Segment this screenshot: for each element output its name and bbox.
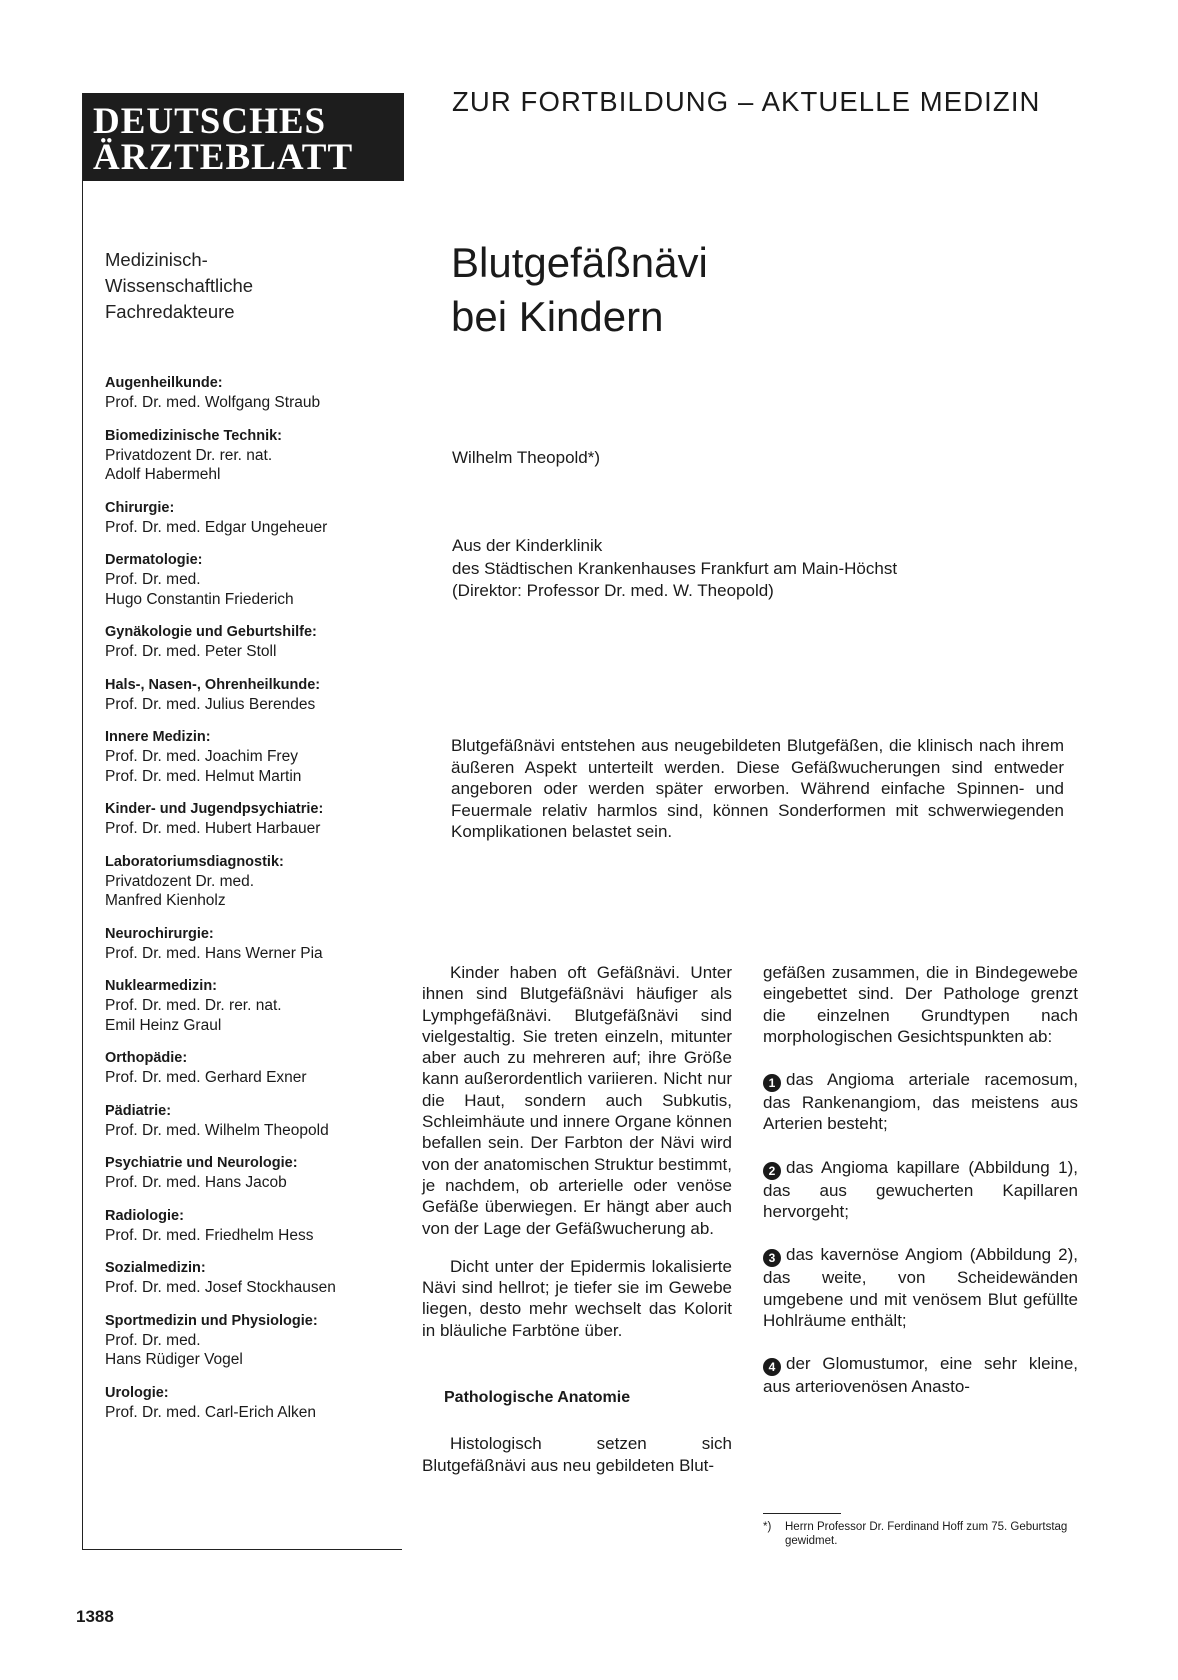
editor-entry <box>105 623 395 662</box>
body-paragraph: Dicht unter der Epidermis lokalisierte Nävi sind hellrot; je tiefer sie im Gewebe liegen, desto mehr wechselt das Kolorit in bläuliche Farbtöne über. <box>422 1256 732 1340</box>
editor-field: Augenheilkunde: <box>105 375 223 391</box>
numbered-bullet: 2 <box>763 1162 781 1180</box>
body-column-2 <box>763 962 1078 1398</box>
editor-entry <box>105 499 395 538</box>
editor-name: Prof. Dr. med. Hans Werner Pia <box>105 944 323 962</box>
affiliation <box>452 535 897 603</box>
editor-name: Prof. Dr. med. Hans Jacob <box>105 1174 287 1191</box>
editor-sidebar <box>82 93 402 1550</box>
editor-entry <box>105 1154 395 1193</box>
editor-entry <box>105 1312 395 1370</box>
editor-entry <box>105 1207 395 1246</box>
editor-name: Prof. Dr. med. Julius Berendes <box>105 695 316 713</box>
editor-entry <box>105 925 395 964</box>
editor-entry <box>105 977 395 1035</box>
editor-field: Dermatologie: <box>105 552 203 568</box>
abstract: Blutgefäßnävi entstehen aus neugebildeten Blutgefäßen, die klinisch nach ihrem äußeren Aspekt unterteilt werden. Diese Gefäßwucherungen sind entweder angeboren oder werden später erworben. Während einfache Spinnen- und Feuermale relativ harmlos sind, können Sonderformen mit schwerwiegenden Komplikationen belastet sein. <box>451 736 1064 841</box>
editor-name: Prof. Dr. med. <box>105 1331 201 1349</box>
editor-field: Orthopädie: <box>105 1050 188 1066</box>
article-title-line-1: Blutgefäßnävi <box>451 239 708 286</box>
type-list-text: der Glomustumor, eine sehr kleine, aus arteriovenösen Anasto- <box>763 1354 1078 1397</box>
affiliation-line: des Städtischen Krankenhauses Frankfurt am Main-Höchst <box>452 558 898 578</box>
editor-name: Prof. Dr. med. Gerhard Exner <box>105 1069 307 1086</box>
type-list-item <box>763 1069 1078 1135</box>
editor-entry <box>105 551 395 609</box>
masthead-line-2: ÄRZTEBLATT <box>93 137 354 178</box>
editor-name: Manfred Kienholz <box>105 892 226 909</box>
editor-name: Prof. Dr. med. Hubert Harbauer <box>105 820 321 837</box>
masthead-line-1: DEUTSCHES <box>93 101 327 142</box>
editor-name: Adolf Habermehl <box>105 466 221 483</box>
editor-field: Radiologie: <box>105 1207 184 1224</box>
numbered-bullet: 1 <box>763 1074 781 1092</box>
editor-name: Prof. Dr. med. Wolfgang Straub <box>105 394 321 411</box>
editor-name: Prof. Dr. med. Dr. rer. nat. <box>105 997 282 1014</box>
editor-entry <box>105 374 395 413</box>
editor-name: Emil Heinz Graul <box>105 1016 222 1034</box>
editor-entry <box>105 728 395 786</box>
type-list-item <box>763 1244 1078 1331</box>
affiliation-line: (Direktor: Professor Dr. med. W. Theopold) <box>452 581 774 600</box>
editor-name: Prof. Dr. med. Peter Stoll <box>105 643 277 660</box>
editor-name: Privatdozent Dr. rer. nat. <box>105 446 273 464</box>
editors-heading-line: Medizinisch- <box>105 249 208 270</box>
editor-field: Biomedizinische Technik: <box>105 427 282 444</box>
editor-entry <box>105 853 395 911</box>
editor-entry <box>105 676 395 715</box>
body-paragraph: gefäßen zusammen, die in Bindegewebe eingebettet sind. Der Pathologe grenzt die einzelnen Grundtypen nach morphologischen Gesichtspunkten ab: <box>763 963 1078 1046</box>
footnote-rule <box>763 1513 841 1514</box>
editor-entry <box>105 1259 395 1298</box>
editor-field: Sportmedizin und Physiologie: <box>105 1312 318 1329</box>
author: Wilhelm Theopold*) <box>452 448 601 467</box>
editor-entry <box>105 427 395 485</box>
numbered-bullet: 4 <box>763 1358 781 1376</box>
editor-field: Laboratoriumsdiagnostik: <box>105 853 284 870</box>
section-title: ZUR FORTBILDUNG – AKTUELLE MEDIZIN <box>452 86 1041 117</box>
editors-heading <box>105 247 385 325</box>
editor-field: Neurochirurgie: <box>105 925 214 942</box>
article-title-line-2: bei Kindern <box>451 293 664 340</box>
editor-name: Prof. Dr. med. Josef Stockhausen <box>105 1279 336 1296</box>
type-list-item <box>763 1353 1078 1397</box>
type-list-text: das kavernöse Angiom (Abbildung 2), das weite, von Scheidewänden umgebene und mit venösem Blut gefüllte Hohlräume enthält; <box>763 1245 1078 1330</box>
editor-entry <box>105 1384 395 1423</box>
editor-name: Prof. Dr. med. Friedhelm Hess <box>105 1226 314 1244</box>
editor-field: Chirurgie: <box>105 499 175 516</box>
editor-field: Urologie: <box>105 1384 169 1401</box>
editor-entry <box>105 800 395 839</box>
editor-field: Innere Medizin: <box>105 729 211 745</box>
editor-name: Hugo Constantin Friederich <box>105 590 294 608</box>
footnote-mark: *) <box>763 1521 772 1533</box>
body-paragraph: Kinder haben oft Gefäßnävi. Unter ihnen sind Blutgefäßnävi häufiger als Lymphgefäßnävi. Blutgefäßnävi sind vielgestaltig. Sie treten einzeln, mitunter aber auch zu mehreren auf; ihre Größe kann außerordentlich variieren. Nicht nur die Haut, sondern auch Subkutis, Schleimhäute und innere Organe können befallen sein. Der Farbton der Nävi wird von der anatomischen Struktur bestimmt, je nachdem, ob arterielle oder venöse Gefäße überwiegen. Er hängt aber auch von der Lage der Gefäßwucherung ab. <box>422 963 732 1238</box>
editor-name: Prof. Dr. med. <box>105 571 201 588</box>
page-number: 1388 <box>76 1607 114 1626</box>
editor-field: Psychiatrie und Neurologie: <box>105 1155 298 1171</box>
journal-masthead <box>83 93 404 181</box>
editor-field: Sozialmedizin: <box>105 1260 206 1276</box>
footnote <box>763 1520 1083 1548</box>
affiliation-line: Aus der Kinderklinik <box>452 536 603 555</box>
editor-entry <box>105 1102 395 1141</box>
editor-name: Prof. Dr. med. Joachim Frey <box>105 748 298 765</box>
editor-field: Gynäkologie und Geburtshilfe: <box>105 624 317 640</box>
type-list <box>763 1069 1078 1397</box>
editor-name: Prof. Dr. med. Carl-Erich Alken <box>105 1403 317 1421</box>
type-list-item <box>763 1157 1078 1223</box>
section-subheading: Pathologische Anatomie <box>444 1389 631 1407</box>
editor-field: Kinder- und Jugendpsychiatrie: <box>105 801 324 817</box>
editor-name: Prof. Dr. med. Wilhelm Theopold <box>105 1121 329 1139</box>
article-title <box>451 236 708 344</box>
editor-field: Pädiatrie: <box>105 1102 172 1119</box>
editor-field: Hals-, Nasen-, Ohrenheilkunde: <box>105 676 321 693</box>
editor-name: Prof. Dr. med. Helmut Martin <box>105 767 302 785</box>
numbered-bullet: 3 <box>763 1249 781 1267</box>
body-column-1 <box>422 962 732 1476</box>
editors-heading-line: Wissenschaftliche <box>105 275 254 296</box>
editor-name: Hans Rüdiger Vogel <box>105 1351 243 1368</box>
editor-field: Nuklearmedizin: <box>105 978 217 994</box>
editor-name: Prof. Dr. med. Edgar Ungeheuer <box>105 518 328 536</box>
footnote-text: Herrn Professor Dr. Ferdinand Hoff zum 75. Geburtstag gewidmet. <box>785 1521 1068 1547</box>
body-paragraph: Histologisch setzen sich Blutgefäßnävi aus neu gebildeten Blut- <box>422 1434 732 1475</box>
type-list-text: das Angioma arteriale racemosum, das Rankenangiom, das meistens aus Arterien besteht; <box>763 1070 1078 1134</box>
editor-entry <box>105 1049 395 1088</box>
editor-list <box>105 374 395 1436</box>
editors-heading-line: Fachredakteure <box>105 301 235 322</box>
type-list-text: das Angioma kapillare (Abbildung 1), das aus gewucherten Kapillaren hervorgeht; <box>763 1157 1078 1222</box>
editor-name: Privatdozent Dr. med. <box>105 872 255 890</box>
